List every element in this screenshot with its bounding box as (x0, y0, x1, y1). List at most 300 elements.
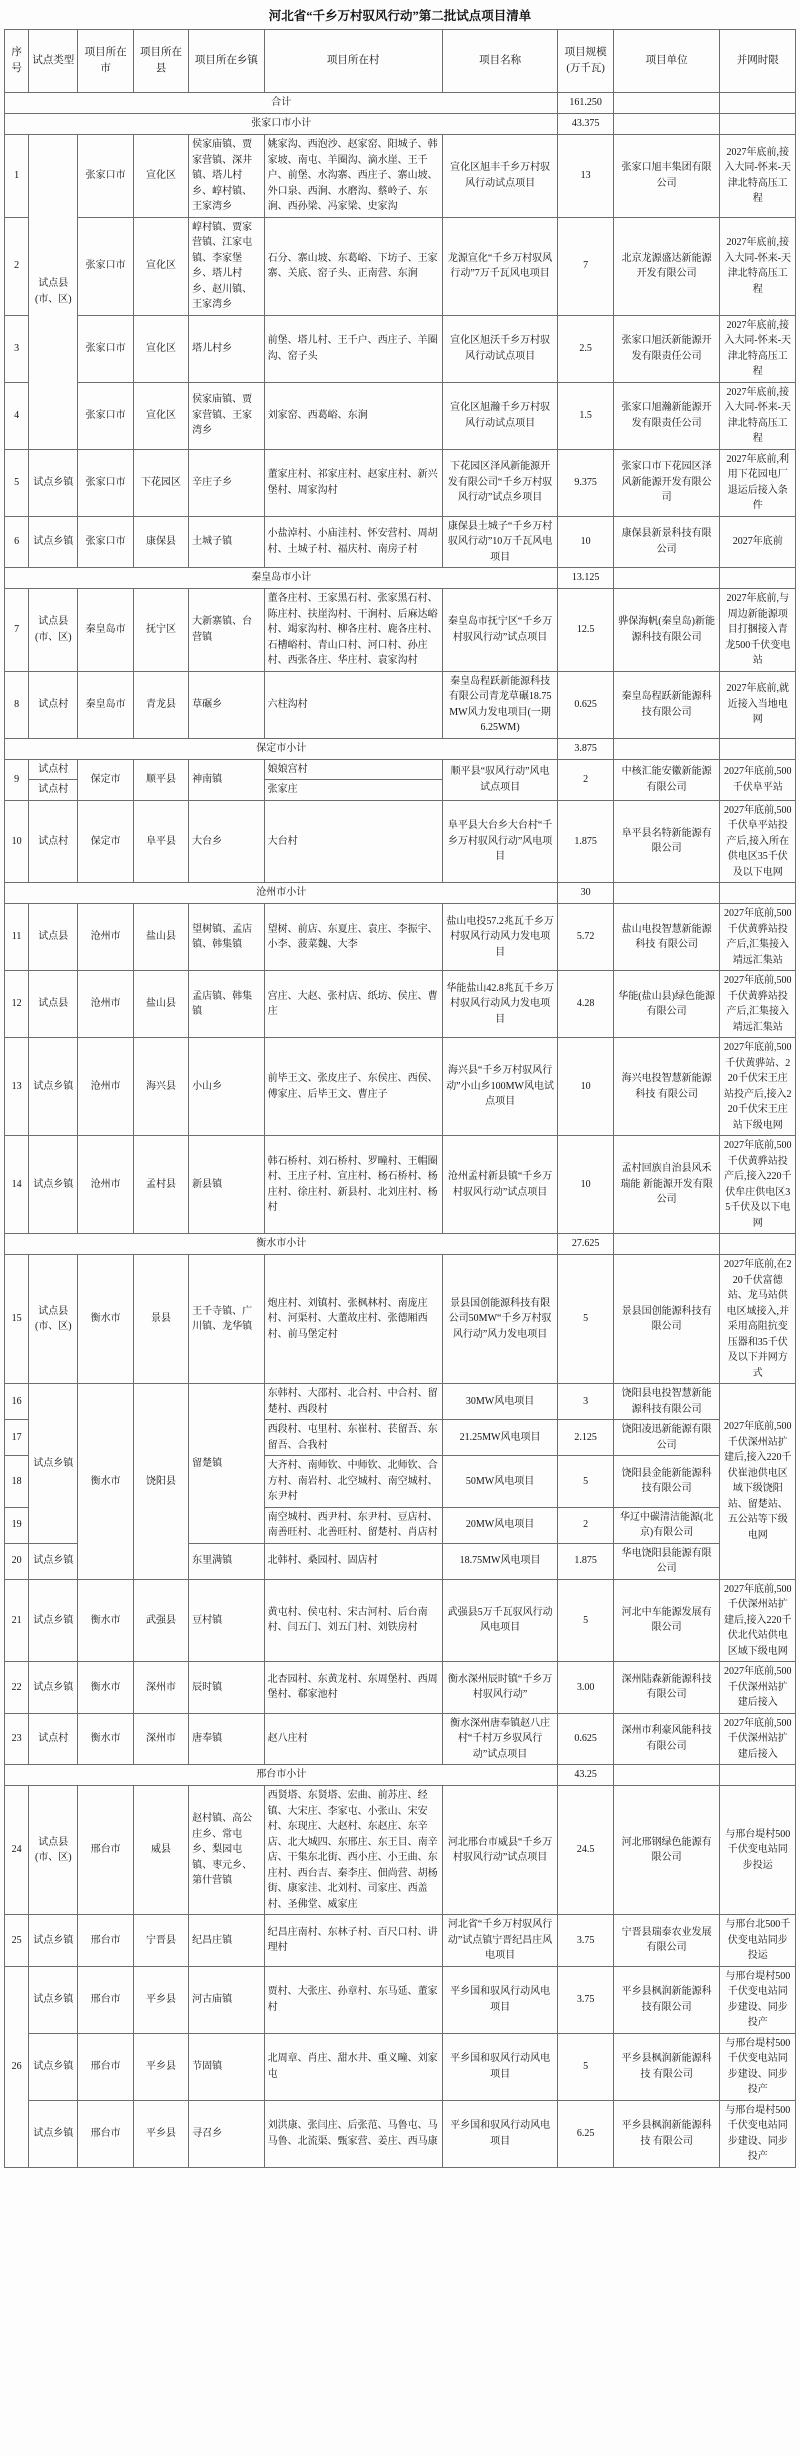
table-cell: 宁晋县 (133, 1915, 188, 1967)
table-cell: 饶阳县 (133, 1384, 188, 1580)
table-cell: 孟店镇、韩集镇 (189, 971, 264, 1038)
table-cell: 威县 (133, 1786, 188, 1915)
table-cell: 姚家沟、西泡沙、赵家窑、阳城子、韩家坡、南屯、羊圈沟、滴水崖、王千户、前堡、水沟寨、西庄子、寨山坡、外口泉、西涧、水磨沟、蔡岭子、东涧、西孙梁、冯家梁、史家沟 (264, 135, 442, 218)
table-cell: 2 (558, 759, 613, 800)
table-cell: 宣化区旭瀚千乡万村驭风行动试点项目 (442, 382, 558, 449)
table-cell: 3.75 (558, 1915, 613, 1967)
column-header: 序号 (5, 30, 29, 93)
table-cell (613, 568, 720, 589)
table-cell (613, 883, 720, 904)
table-cell: 西段村、屯里村、东崔村、苌留吾、东留吾、合我村 (264, 1420, 442, 1456)
table-cell: 康保县新景科技有限公司 (613, 516, 720, 568)
table-cell: 25 (5, 1915, 29, 1967)
table-cell: 下花园区泽风新能源开发有限公司“千乡万村驭风行动”试点乡项目 (442, 449, 558, 516)
table-cell: 大台乡 (189, 800, 264, 883)
table-cell: 3.875 (558, 738, 613, 759)
table-cell: 刘家窑、西葛峪、东涧 (264, 382, 442, 449)
table-cell: 景县 (133, 1255, 188, 1384)
table-cell: 盐山县 (133, 971, 188, 1038)
table-cell: 13.125 (558, 568, 613, 589)
table-cell: 顺平县 (133, 759, 188, 800)
table-cell: 张家庄 (264, 780, 442, 801)
table-row (5, 1786, 796, 1915)
table-cell: 新县镇 (189, 1136, 264, 1234)
table-cell: 平乡国和驭风行动风电项目 (442, 1966, 558, 2033)
table-cell: 与邢台堤村500千伏变电站同步建设、同步投产 (720, 2033, 796, 2100)
table-cell: 顺平县“驭风行动”风电试点项目 (442, 759, 558, 800)
column-header: 项目所在村 (264, 30, 442, 93)
table-row (5, 671, 796, 738)
table-cell: 东里满镇 (189, 1543, 264, 1579)
table-cell: 海兴县“千乡万村驭风行动”小山乡100MW风电试点项目 (442, 1038, 558, 1136)
table-cell: 留楚镇 (189, 1384, 264, 1544)
table-cell: 华电饶阳县能源有限公司 (613, 1543, 720, 1579)
table-cell: 辰时镇 (189, 1662, 264, 1714)
table-cell: 试点村 (29, 800, 78, 883)
table-cell: 北杏园村、东黄龙村、东周堡村、西周堡村、郗家池村 (264, 1662, 442, 1714)
table-cell: 衡水市 (78, 1255, 133, 1384)
table-cell: 秦皇岛程跃新能源科技有限公司 (613, 671, 720, 738)
table-cell: 试点县(市、区) (29, 135, 78, 450)
table-cell: 2027年底前,500千伏深州站扩建后接入 (720, 1662, 796, 1714)
table-cell: 2.125 (558, 1420, 613, 1456)
table-cell (720, 738, 796, 759)
table-cell: 海兴县 (133, 1038, 188, 1136)
table-row (5, 382, 796, 449)
table-cell: 平乡国和驭风行动风电项目 (442, 2100, 558, 2167)
table-row (5, 1384, 796, 1420)
table-cell: 27.625 (558, 1234, 613, 1255)
table-cell: 5 (5, 449, 29, 516)
table-cell (720, 883, 796, 904)
summary-row (5, 738, 796, 759)
table-cell: 秦皇岛市 (78, 671, 133, 738)
table-cell: 宣化区 (133, 315, 188, 382)
table-cell: 小山乡 (189, 1038, 264, 1136)
table-cell: 2027年底前,接入大同-怀来-天津北特高压工程 (720, 135, 796, 218)
table-cell: 青龙县 (133, 671, 188, 738)
table-cell: 1.875 (558, 1543, 613, 1579)
table-cell: 邢台市 (78, 1966, 133, 2033)
table-cell: 2027年底前,500千伏黄骅站投产后,接入220千伏牟庄供电区35千伏及以下电网 (720, 1136, 796, 1234)
table-cell: 北韩村、桑园村、固店村 (264, 1543, 442, 1579)
column-header: 试点类型 (29, 30, 78, 93)
table-cell: 宫庄、大赵、张村店、纸坊、侯庄、曹庄 (264, 971, 442, 1038)
table-cell: 河古庙镇 (189, 1966, 264, 2033)
table-cell: 43.375 (558, 114, 613, 135)
table-cell: 试点乡镇 (29, 1915, 78, 1967)
table-cell: 秦皇岛市 (78, 589, 133, 672)
table-cell: 寻召乡 (189, 2100, 264, 2167)
summary-row (5, 1765, 796, 1786)
table-cell: 2027年底前,接入大同-怀来-天津北特高压工程 (720, 315, 796, 382)
table-cell: 望树、前店、东夏庄、袁庄、李振宇、小李、菠菜魏、大李 (264, 904, 442, 971)
table-cell: 7 (5, 589, 29, 672)
table-cell: 土城子镇 (189, 516, 264, 568)
table-cell: 1 (5, 135, 29, 218)
table-cell: 六柱沟村 (264, 671, 442, 738)
table-cell: 5 (558, 1456, 613, 1508)
table-cell: 0.625 (558, 671, 613, 738)
table-cell: 张家口市 (78, 217, 133, 315)
table-cell: 与邢台堤村500千伏变电站同步投运 (720, 1786, 796, 1915)
table-cell: 试点县(市、区) (29, 1255, 78, 1384)
table-cell: 14 (5, 1136, 29, 1234)
table-cell: 邢台市 (78, 1915, 133, 1967)
table-cell: 宣化区 (133, 135, 188, 218)
table-cell: 纪昌庄镇 (189, 1915, 264, 1967)
column-header: 项目所在乡镇 (189, 30, 264, 93)
table-row (5, 759, 796, 780)
table-cell: 5 (558, 2033, 613, 2100)
table-cell: 9.375 (558, 449, 613, 516)
table-cell: 邢台市 (78, 2033, 133, 2100)
table-cell: 50MW风电项目 (442, 1456, 558, 1508)
table-cell: 2027年底前,500千伏深州站扩建后接入 (720, 1713, 796, 1765)
table-cell: 西贤塔、东贤塔、宏曲、前苏庄、经镇、大宋庄、李家屯、小张山、宋安村、东现庄、大赵村、东赵庄、东辛店、北大城四、东邢庄、东王目、南辛店、干集东北街、西小庄、小王曲、东庄村、西台吉、秦李庄、佃尚营、胡杨街、康家洼、北刘村、司家庄、西盖村、圣佛堂、威家庄 (264, 1786, 442, 1915)
table-cell (613, 1234, 720, 1255)
table-row (5, 904, 796, 971)
table-cell: 2027年底前,500千伏黄骅站、220千伏宋王庄站投产后,接入220千伏宋王庄站下级电网 (720, 1038, 796, 1136)
table-row (5, 800, 796, 883)
column-header: 项目所在市 (78, 30, 133, 93)
table-cell: 沧州市 (78, 1136, 133, 1234)
table-cell: 试点村 (29, 759, 78, 780)
table-cell: 6.25 (558, 2100, 613, 2167)
table-cell: 华辽中碳清洁能源(北京)有限公司 (613, 1507, 720, 1543)
table-body (5, 93, 796, 2168)
table-cell: 节固镇 (189, 2033, 264, 2100)
table-cell: 平乡县枫润新能源科技有限公司 (613, 1966, 720, 2033)
table-cell: 试点乡镇 (29, 2033, 78, 2100)
table-cell: 董家庄村、祁家庄村、赵家庄村、新兴堡村、周家沟村 (264, 449, 442, 516)
table-cell: 2027年底前,500千伏阜平站投产后,接入所在供电区35千伏及以下电网 (720, 800, 796, 883)
table-cell: 16 (5, 1384, 29, 1420)
table-cell: 张家口市 (78, 135, 133, 218)
table-cell: 24 (5, 1786, 29, 1915)
table-cell: 豆村镇 (189, 1579, 264, 1662)
table-row (5, 2100, 796, 2167)
table-header (5, 30, 796, 93)
table-cell: 20 (5, 1543, 29, 1579)
table-cell: 华能(盐山县)绿色能源 有限公司 (613, 971, 720, 1038)
table-cell: 18.75MW风电项目 (442, 1543, 558, 1579)
table-cell: 赵八庄村 (264, 1713, 442, 1765)
table-cell: 辛庄子乡 (189, 449, 264, 516)
table-cell: 小盐淖村、小庙洼村、怀安营村、周胡村、土城子村、福庆村、南房子村 (264, 516, 442, 568)
column-header: 并网时限 (720, 30, 796, 93)
table-cell (720, 114, 796, 135)
table-cell: 深州市 (133, 1662, 188, 1714)
table-cell: 2 (558, 1507, 613, 1543)
table-cell: 试点乡镇 (29, 2100, 78, 2167)
table-cell: 30MW风电项目 (442, 1384, 558, 1420)
table-cell: 43.25 (558, 1765, 613, 1786)
table-cell: 2.5 (558, 315, 613, 382)
table-cell: 2 (5, 217, 29, 315)
table-cell: 盐山电投智慧新能源科技 有限公司 (613, 904, 720, 971)
table-cell: 13 (558, 135, 613, 218)
table-row (5, 1915, 796, 1967)
summary-row (5, 883, 796, 904)
table-cell: 试点乡镇 (29, 1543, 78, 1579)
table-cell: 3.00 (558, 1662, 613, 1714)
summary-row (5, 114, 796, 135)
table-cell: 30 (558, 883, 613, 904)
project-table (4, 29, 796, 2168)
table-cell: 南空城村、西尹村、东尹村、豆店村、南善旺村、北善旺村、留楚村、肖店村 (264, 1507, 442, 1543)
table-cell: 宁晋县瑞泰农业发展有限公司 (613, 1915, 720, 1967)
table-cell: 北周章、肖庄、甜水井、重义疃、刘家屯 (264, 2033, 442, 2100)
column-header: 项目单位 (613, 30, 720, 93)
table-cell: 试点县 (29, 904, 78, 971)
table-row (5, 217, 796, 315)
table-cell (613, 114, 720, 135)
table-cell: 衡水市 (78, 1662, 133, 1714)
table-cell: 中核汇能安徽新能源有限公司 (613, 759, 720, 800)
table-cell: 与邢台堤村500千伏变电站同步建设、同步投产 (720, 2100, 796, 2167)
table-cell: 衡水市 (78, 1384, 133, 1580)
table-cell: 华能盐山42.8兆瓦千乡万村驭风行动风力发电项目 (442, 971, 558, 1038)
table-cell: 韩石桥村、刘石桥村、罗疃村、王帽圈村、王庄子村、宣庄村、杨石桥村、杨庄村、徐庄村、新县村、北刘庄村、杨村 (264, 1136, 442, 1234)
table-cell: 饶阳县电投智慧新能源科技有限公司 (613, 1384, 720, 1420)
table-cell: 娘娘宫村 (264, 759, 442, 780)
table-cell: 21 (5, 1579, 29, 1662)
table-cell: 试点县 (29, 971, 78, 1038)
table-cell: 试点村 (29, 671, 78, 738)
table-cell: 东韩村、大邵村、北合村、中合村、留楚村、西段村 (264, 1384, 442, 1420)
table-cell: 平乡县 (133, 2033, 188, 2100)
table-cell: 2027年底前,与周边新能源项目打捆接入青龙500千伏变电站 (720, 589, 796, 672)
table-cell: 17 (5, 1420, 29, 1456)
table-cell: 5.72 (558, 904, 613, 971)
table-cell: 宣化区 (133, 217, 188, 315)
table-cell: 孟村回族自治县风禾瑞能 新能源开发有限公司 (613, 1136, 720, 1234)
table-cell: 11 (5, 904, 29, 971)
table-cell (720, 1234, 796, 1255)
table-cell: 饶阳县金能新能源科技有限公司 (613, 1456, 720, 1508)
header-row (5, 30, 796, 93)
table-row (5, 1662, 796, 1714)
table-cell: 2027年底前,就近接入当地电网 (720, 671, 796, 738)
table-cell: 2027年底前,利用下花园电厂退运后接入条件 (720, 449, 796, 516)
table-cell: 张家口旭沃新能源开发有限责任公司 (613, 315, 720, 382)
table-cell: 邢台市小计 (5, 1765, 558, 1786)
table-cell: 秦皇岛市小计 (5, 568, 558, 589)
table-cell: 8 (5, 671, 29, 738)
table-cell: 19 (5, 1507, 29, 1543)
table-cell: 邢台市 (78, 1786, 133, 1915)
table-cell: 平乡县枫润新能源科技 有限公司 (613, 2033, 720, 2100)
table-cell: 7 (558, 217, 613, 315)
table-cell: 张家口旭瀚新能源开发有限责任公司 (613, 382, 720, 449)
table-cell: 阜平县 (133, 800, 188, 883)
table-cell: 阜平县大台乡大台村“千乡万村驭风行动”风电项目 (442, 800, 558, 883)
table-cell: 保定市小计 (5, 738, 558, 759)
table-cell: 崞村镇、贾家营镇、江家屯镇、李家堡乡、塔儿村乡、赵川镇、王家湾乡 (189, 217, 264, 315)
table-row (5, 1713, 796, 1765)
table-cell (613, 1765, 720, 1786)
table-cell: 12.5 (558, 589, 613, 672)
table-cell: 盐山电投57.2兆瓦千乡万村驭风行动风力发电项目 (442, 904, 558, 971)
table-cell (720, 1765, 796, 1786)
table-cell: 康保县土城子“千乡万村驭风行动”10万千瓦风电项目 (442, 516, 558, 568)
table-cell: 饶阳凌迅新能源有限公司 (613, 1420, 720, 1456)
table-cell: 试点乡镇 (29, 1662, 78, 1714)
table-cell: 12 (5, 971, 29, 1038)
table-cell: 景县国创能源科技有限公司 (613, 1255, 720, 1384)
table-cell: 23 (5, 1713, 29, 1765)
table-cell: 前毕王文、张皮庄子、东侯庄、西侯、傅家庄、后毕王文、曹庄子 (264, 1038, 442, 1136)
table-cell: 大齐村、南师钦、中师钦、北师钦、合方村、南岩村、北空城村、南空城村、东尹村 (264, 1456, 442, 1508)
table-cell: 前堡、塔儿村、王千户、西庄子、羊圈沟、窑子头 (264, 315, 442, 382)
table-cell (720, 568, 796, 589)
table-cell: 试点乡镇 (29, 516, 78, 568)
summary-row (5, 568, 796, 589)
table-cell: 河北省“千乡万村驭风行动”试点镇宁晋纪昌庄风电项目 (442, 1915, 558, 1967)
table-cell: 与邢台北500千伏变电站同步投运 (720, 1915, 796, 1967)
table-cell: 2027年底前,接入大同-怀来-天津北特高压工程 (720, 217, 796, 315)
table-cell: 10 (5, 800, 29, 883)
table-cell: 2027年底前,500千伏深州站扩建后,接入220千伏崔池供电区域下级饶阳站、留楚站、五公站等下级电网 (720, 1384, 796, 1580)
table-cell: 张家口市 (78, 382, 133, 449)
table-cell: 合计 (5, 93, 558, 114)
table-cell: 24.5 (558, 1786, 613, 1915)
table-cell: 董各庄村、王家黑石村、张家黑石村、陈庄村、扶崖沟村、干涧村、后麻达峪村、竭家沟村、柳各庄村、鹿各庄村、石槽峪村、青山口村、河口村、孙庄村、西张各庄、华庄村、袁家沟村 (264, 589, 442, 672)
table-cell: 2027年底前,500千伏黄骅站投产后,汇集接入靖远汇集站 (720, 904, 796, 971)
table-cell: 试点乡镇 (29, 1579, 78, 1662)
table-cell: 大新寨镇、台营镇 (189, 589, 264, 672)
table-cell: 衡水市 (78, 1579, 133, 1662)
table-cell: 试点县(市、区) (29, 589, 78, 672)
table-row (5, 1038, 796, 1136)
table-cell: 张家口市 (78, 315, 133, 382)
table-cell: 保定市 (78, 800, 133, 883)
table-cell: 下花园区 (133, 449, 188, 516)
table-cell: 平乡县枫润新能源科技 有限公司 (613, 2100, 720, 2167)
table-cell: 试点乡镇 (29, 1038, 78, 1136)
table-cell: 平乡县 (133, 1966, 188, 2033)
table-cell: 深州市 (133, 1713, 188, 1765)
table-cell (613, 93, 720, 114)
table-row (5, 971, 796, 1038)
table-cell: 沧州市 (78, 971, 133, 1038)
table-cell: 1.5 (558, 382, 613, 449)
table-cell: 6 (5, 516, 29, 568)
table-cell: 盐山县 (133, 904, 188, 971)
table-cell: 唐奉镇 (189, 1713, 264, 1765)
table-cell: 刘洪康、张闫庄、后张范、马鲁屯、马马鲁、北流渠、甄家营、姜庄、西马康 (264, 2100, 442, 2167)
table-cell: 大台村 (264, 800, 442, 883)
table-cell: 衡水深州唐奉镇赵八庄村“千村万乡驭风行动”试点项目 (442, 1713, 558, 1765)
table-cell: 塔儿村乡 (189, 315, 264, 382)
table-cell: 沧州市小计 (5, 883, 558, 904)
table-cell: 河北邢钢绿色能源有限公司 (613, 1786, 720, 1915)
table-cell: 河北中车能源发展有限公司 (613, 1579, 720, 1662)
summary-row (5, 1234, 796, 1255)
table-cell: 王千寺镇、广川镇、龙华镇 (189, 1255, 264, 1384)
table-cell: 5 (558, 1579, 613, 1662)
table-cell: 2027年底前 (720, 516, 796, 568)
table-cell: 试点村 (29, 1713, 78, 1765)
table-cell: 骅保海帆(秦皇岛)新能源科技有限公司 (613, 589, 720, 672)
table-cell: 18 (5, 1456, 29, 1508)
table-cell: 5 (558, 1255, 613, 1384)
table-cell: 海兴电投智慧新能源科技 有限公司 (613, 1038, 720, 1136)
table-cell: 试点县(市、区) (29, 1786, 78, 1915)
table-cell: 10 (558, 1038, 613, 1136)
table-cell: 21.25MW风电项目 (442, 1420, 558, 1456)
table-cell: 保定市 (78, 759, 133, 800)
column-header: 项目名称 (442, 30, 558, 93)
table-cell: 4.28 (558, 971, 613, 1038)
table-row (5, 1136, 796, 1234)
table-cell: 深州陆森新能源科技有限公司 (613, 1662, 720, 1714)
table-cell: 2027年底前,在220千伏富德站、龙马站供电区域接入,并采用高阻抗变压器和35千伏及以下并网方式 (720, 1255, 796, 1384)
table-cell: 3.75 (558, 1966, 613, 2033)
table-row (5, 516, 796, 568)
table-cell: 平乡县 (133, 2100, 188, 2167)
table-cell: 赵村镇、高公庄乡、常屯乡、梨园屯镇、枣元乡、第什营镇 (189, 1786, 264, 1915)
table-cell: 黄屯村、侯屯村、宋古河村、后台南村、闫五门、刘五门村、刘铁房村 (264, 1579, 442, 1662)
table-cell: 161.250 (558, 93, 613, 114)
table-cell: 衡水市小计 (5, 1234, 558, 1255)
table-cell: 宣化区 (133, 382, 188, 449)
table-cell: 侯家庙镇、贾家营镇、深井镇、塔儿村乡、崞村镇、王家湾乡 (189, 135, 264, 218)
table-cell: 草碾乡 (189, 671, 264, 738)
table-cell: 阜平县名特新能源有限公司 (613, 800, 720, 883)
table-cell: 试点乡镇 (29, 1384, 78, 1544)
table-cell: 试点乡镇 (29, 1136, 78, 1234)
table-cell: 贾村、大张庄、孙章村、东马延、董家村 (264, 1966, 442, 2033)
table-cell: 张家口市小计 (5, 114, 558, 135)
table-cell: 20MW风电项目 (442, 1507, 558, 1543)
table-cell: 神南镇 (189, 759, 264, 800)
table-cell: 河北邢台市威县“千乡万村驭风行动”试点项目 (442, 1786, 558, 1915)
column-header: 项目所在县 (133, 30, 188, 93)
table-cell: 与邢台堤村500千伏变电站同步建设、同步投产 (720, 1966, 796, 2033)
table-row (5, 135, 796, 218)
table-cell: 北京龙源盛达新能源开发有限公司 (613, 217, 720, 315)
table-cell: 试点乡镇 (29, 1966, 78, 2033)
table-cell: 3 (558, 1384, 613, 1420)
table-cell (720, 93, 796, 114)
table-row (5, 449, 796, 516)
page-title: 河北省“千乡万村驭风行动”第二批试点项目清单 (268, 9, 532, 23)
table-row (5, 1966, 796, 2033)
table-cell: 13 (5, 1038, 29, 1136)
table-cell: 9 (5, 759, 29, 800)
table-cell: 2027年底前,接入大同-怀来-天津北特高压工程 (720, 382, 796, 449)
table-cell: 4 (5, 382, 29, 449)
table-cell: 沧州孟村新县镇“千乡万村驭风行动”试点项目 (442, 1136, 558, 1234)
table-cell: 康保县 (133, 516, 188, 568)
table-cell: 石分、寨山坡、东葛峪、下坊子、王家寨、关底、窑子头、正南营、东涧 (264, 217, 442, 315)
table-row (5, 315, 796, 382)
table-cell: 宣化区旭沃千乡万村驭风行动试点项目 (442, 315, 558, 382)
table-cell: 1.875 (558, 800, 613, 883)
table-cell: 0.625 (558, 1713, 613, 1765)
table-row (5, 1255, 796, 1384)
table-cell: 张家口旭丰集团有限公司 (613, 135, 720, 218)
table-row (5, 1579, 796, 1662)
table-cell: 孟村县 (133, 1136, 188, 1234)
column-header: 项目规模(万千瓦) (558, 30, 613, 93)
table-row (5, 2033, 796, 2100)
table-cell: 侯家庙镇、贾家营镇、王家湾乡 (189, 382, 264, 449)
table-cell: 武强县 (133, 1579, 188, 1662)
table-row (5, 589, 796, 672)
